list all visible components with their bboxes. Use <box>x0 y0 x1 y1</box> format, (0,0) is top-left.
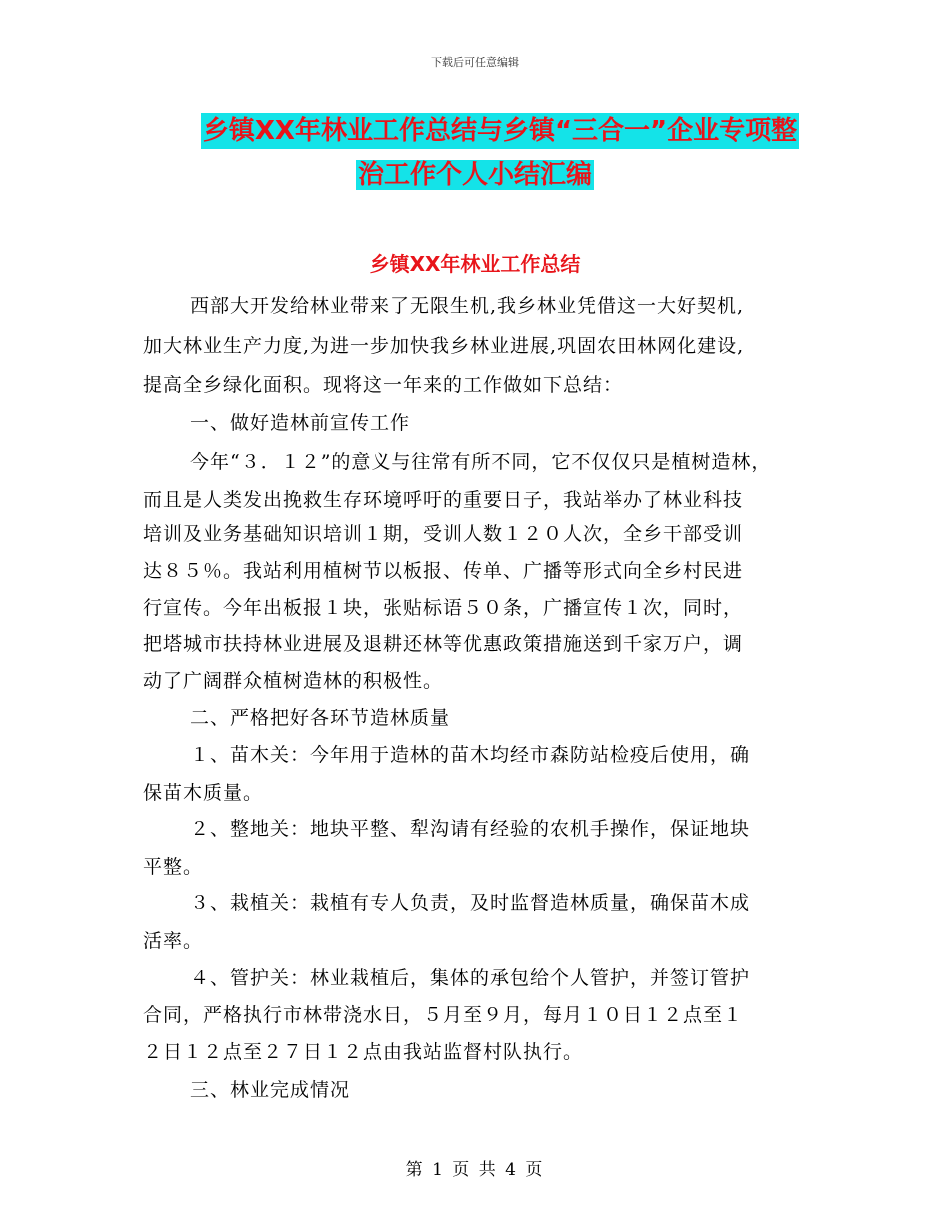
paragraph-line: １、苗木关：今年用于造林的苗木均经市森防站检疫后使用，确 <box>190 744 751 766</box>
paragraph-line: ３、栽植关：栽植有专人负责，及时监督造林质量，确保苗木成 <box>190 892 751 914</box>
paragraph-line: 达８５％。我站利用植树节以板报、传单、广播等形式向全乡村民进 <box>143 560 744 582</box>
paragraph-line: 而且是人类发出挽救生存环境呼吁的重要日子，我站举办了林业科技 <box>143 489 744 511</box>
paragraph-line: ２日１２点至２７日１２点由我站监督村队执行。 <box>143 1041 584 1063</box>
document-title-text-1: 乡镇XX年林业工作总结与乡镇“三合一”企业专项整 <box>201 113 799 149</box>
section-heading-2: 二、严格把好各环节造林质量 <box>190 707 451 729</box>
document-title-text-2: 治工作个人小结汇编 <box>357 160 592 190</box>
section-heading-1: 一、做好造林前宣传工作 <box>190 412 411 434</box>
paragraph-line: ２、整地关：地块平整、犁沟请有经验的农机手操作，保证地块 <box>190 818 751 840</box>
paragraph-line: 平整。 <box>143 856 204 878</box>
paragraph-line: 今年“３．１２”的意义与往常有所不同，它不仅仅只是植树造林， <box>190 451 772 473</box>
document-title-line-1 <box>25 113 950 149</box>
paragraph-line: 把塔城市扶持林业进展及退耕还林等优惠政策措施送到千家万户，调 <box>143 633 744 655</box>
section-heading-3: 三、林业完成情况 <box>190 1079 351 1101</box>
paragraph-line: 西部大开发给林业带来了无限生机,我乡林业凭借这一大好契机, <box>190 295 745 317</box>
header-note: 下载后可任意编辑 <box>431 56 519 69</box>
document-title-line-2 <box>0 157 950 193</box>
page-footer: 第 1 页 共 4 页 <box>405 1160 545 1180</box>
paragraph-line: 培训及业务基础知识培训１期，受训人数１２０人次，全乡干部受训 <box>143 523 744 545</box>
paragraph-line: 合同，严格执行市林带浇水日，５月至９月，每月１０日１２点至１ <box>143 1004 744 1026</box>
paragraph-line: 行宣传。今年出板报１块，张贴标语５０条，广播宣传１次，同时， <box>143 597 744 619</box>
paragraph-line: 保苗木质量。 <box>143 782 264 804</box>
paragraph-line: 活率。 <box>143 930 204 952</box>
section-title: 乡镇XX年林业工作总结 <box>369 252 581 276</box>
paragraph-line: ４、管护关：林业栽植后，集体的承包给个人管护，并签订管护 <box>190 967 751 989</box>
paragraph-line: 加大林业生产力度,为进一步加快我乡林业进展,巩固农田林网化建设, <box>143 335 745 357</box>
paragraph-line: 提高全乡绿化面积。现将这一年来的工作做如下总结： <box>143 374 624 396</box>
paragraph-line: 动了广阔群众植树造林的积极性。 <box>143 670 444 692</box>
